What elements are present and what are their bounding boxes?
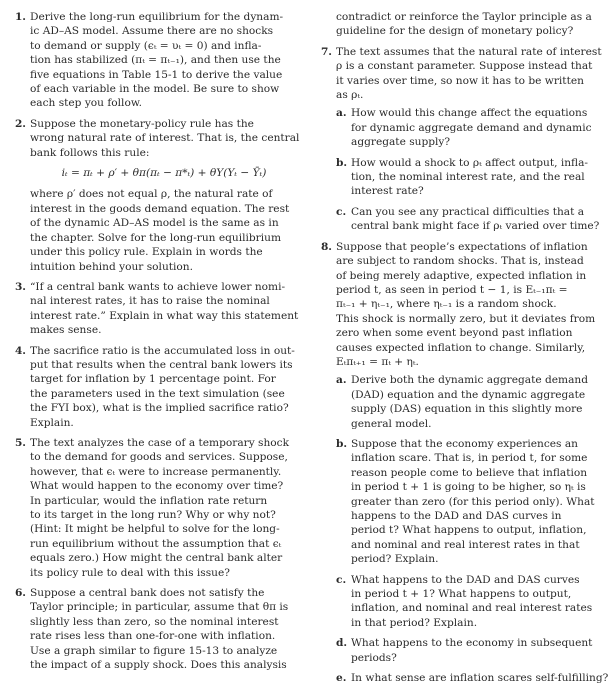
question-8 <box>312 240 609 686</box>
text-line: Suppose a central bank does not satisfy the <box>30 587 265 600</box>
text-line: Eₜπₜ₊₁ = πₜ + ηₜ. <box>336 355 419 368</box>
text-line: in period t + 1? What happens to output, <box>351 588 572 601</box>
text-line: intuition behind your solution. <box>30 260 193 273</box>
text-line: causes expected inflation to change. Similarly, <box>336 341 586 354</box>
text-line: contradict or reinforce the Taylor principle as a <box>336 11 592 23</box>
question-7a <box>336 106 603 149</box>
text-line: How would this change affect the equations <box>351 107 588 120</box>
text-line: In what sense are inflation scares self-fulfilling? <box>351 672 609 685</box>
text-line: under this policy rule. Explain in words the <box>30 246 263 259</box>
text-line: Suppose that the economy experiences an <box>351 437 578 450</box>
text-line: “If a central bank wants to achieve lower nomi- <box>30 280 286 293</box>
text-line: tion, the nominal interest rate, and the real <box>351 171 585 184</box>
question-2 <box>6 117 298 274</box>
text-line: bank follows this rule: <box>30 146 150 159</box>
question-7 <box>312 45 603 234</box>
text-line: happens to the DAD and DAS curves in <box>351 510 562 522</box>
question-number: 2. <box>14 117 26 130</box>
text-line: periods? <box>351 651 397 664</box>
text-line: Derive both the dynamic aggregate demand <box>351 374 589 387</box>
text-line: nal interest rates, it has to raise the nominal <box>30 295 270 308</box>
text-line: What happens to the DAD and DAS curves <box>351 573 580 586</box>
question-8a <box>336 373 603 431</box>
text-line: Use a graph similar to figure 15-13 to analyze <box>30 644 278 657</box>
text-line: wrong natural rate of interest. That is, the central <box>30 132 300 145</box>
subquestion-label: b. <box>336 156 348 169</box>
subquestion-label: b. <box>336 437 348 450</box>
policy-rule-equation: iₜ = πₜ + ρ′ + θπ(πₜ − π*ₜ) + θY(Yₜ − Ȳₜ) <box>61 167 267 180</box>
text-line: in that period? Explain. <box>351 616 478 629</box>
question-3 <box>6 280 298 338</box>
question-7c <box>336 205 603 234</box>
text-line: target for inflation by 1 percentage point. For <box>30 373 276 386</box>
question-8b <box>336 437 603 567</box>
text-line: The sacrifice ratio is the accumulated loss in out- <box>30 344 295 357</box>
text-line: πₜ₋₁ + ηₜ₋₁, where ηₜ₋₁ is a random shock. <box>336 298 557 311</box>
text-line: makes sense. <box>30 324 102 337</box>
text-line: What happens to the economy in subsequent <box>351 637 593 650</box>
text-line: period t, as seen in period t − 1, is Eₜ₋₁πₜ = <box>336 283 568 296</box>
text-line: each step you follow. <box>30 97 143 110</box>
question-1 <box>6 10 298 111</box>
question-6 <box>6 586 298 672</box>
text-line: This shock is normally zero, but it deviates from <box>336 312 596 325</box>
text-line: of the dynamic AD–AS model is the same as in <box>30 217 279 230</box>
question-number: 3. <box>14 280 26 293</box>
text-line: run equilibrium without the assumption that ϵₜ <box>30 537 282 550</box>
text-line: and nominal and real interest rates in that <box>351 538 580 551</box>
question-number: 5. <box>14 436 26 449</box>
left-column <box>6 10 298 678</box>
question-number: 6. <box>14 587 26 600</box>
text-line: zero when some event beyond past inflation <box>336 327 573 340</box>
text-line: reason people come to believe that inflation <box>351 466 588 479</box>
text-line: period? Explain. <box>351 553 439 566</box>
text-line: aggregate supply? <box>351 136 451 149</box>
text-line: (Hint: It might be helpful to solve for the long- <box>30 523 280 536</box>
text-line: however, that ϵₜ were to increase permanently. <box>30 465 282 478</box>
text-line: equals zero.) How might the central bank alter <box>30 552 283 565</box>
text-line: Taylor principle; in particular, assume that θπ is <box>30 601 289 614</box>
text-line: period t? What happens to output, inflation, <box>351 524 587 537</box>
text-line: for dynamic aggregate demand and dynamic <box>351 121 592 134</box>
text-line: inflation scare. That is, in period t, for some <box>351 452 588 465</box>
text-line: The text analyzes the case of a temporary shock <box>30 436 290 449</box>
text-line: supply (DAS) equation in this slightly more <box>351 403 583 416</box>
text-line: the impact of a supply shock. Does this analysis <box>30 659 287 672</box>
question-8d <box>336 636 603 665</box>
text-line: are subject to random shocks. That is, instead <box>336 255 584 268</box>
text-line: guideline for the design of monetary policy? <box>336 25 574 38</box>
text-line: In particular, would the inflation rate return <box>30 494 268 507</box>
text-line: of being merely adaptive, expected inflation in <box>336 269 587 282</box>
text-line: to demand or supply (ϵₜ = υₜ = 0) and infla- <box>30 39 262 52</box>
text-line: interest rate? <box>351 185 424 198</box>
text-line: Can you see any practical difficulties that a <box>351 205 585 218</box>
text-line: as ρₜ. <box>336 89 364 102</box>
question-8e <box>336 671 609 685</box>
text-line: to its target in the long run? Why or why not? <box>30 509 276 521</box>
subquestion-label: c. <box>336 573 347 586</box>
text-line: ρ is a constant parameter. Suppose instead that <box>336 60 593 73</box>
question-number: 7. <box>320 45 332 58</box>
question-7b <box>336 156 603 199</box>
question-4 <box>6 344 298 430</box>
question-number: 8. <box>320 240 332 253</box>
right-column <box>312 10 609 691</box>
text-line: central bank might face if ρₜ varied over time? <box>351 220 600 233</box>
text-line: (DAD) equation and the dynamic aggregate <box>351 388 586 401</box>
text-line: Suppose that people’s expectations of inflation <box>336 240 588 253</box>
text-line: rate rises less than one-for-one with inflation. <box>30 630 276 643</box>
text-line: inflation, and nominal and real interest rates <box>351 602 593 615</box>
text-line: slightly less than zero, so the nominal interest <box>30 615 279 628</box>
text-line: What would happen to the economy over time? <box>30 480 284 493</box>
question-number: 1. <box>14 11 26 23</box>
text-line: Suppose the monetary-policy rule has the <box>30 117 254 130</box>
text-line: its policy rule to deal with this issue? <box>30 566 230 579</box>
subquestion-label: e. <box>336 672 347 685</box>
text-line: of each variable in the model. Be sure to show <box>30 83 280 96</box>
text-line: interest rate.” Explain in what way this statement <box>30 309 299 322</box>
text-line: interest in the goods demand equation. The rest <box>30 202 290 215</box>
text-line: general model. <box>351 417 432 430</box>
text-line: the FYI box), what is the implied sacrifice ratio? <box>30 402 289 415</box>
text-line: the chapter. Solve for the long-run equilibrium <box>30 231 281 244</box>
text-line: Derive the long-run equilibrium for the dynam- <box>30 11 284 23</box>
text-line: The text assumes that the natural rate of interest <box>336 45 602 58</box>
text-line: How would a shock to ρₜ affect output, infla- <box>351 156 589 169</box>
text-line: put that results when the central bank lowers its <box>30 358 293 371</box>
text-line: it varies over time, so now it has to be written <box>336 74 584 87</box>
text-line: Explain. <box>30 416 74 429</box>
text-line: five equations in Table 15-1 to derive the value <box>30 68 283 81</box>
text-line: tion has stabilized (πₜ = πₜ₋₁), and then use the <box>30 54 281 67</box>
question-5 <box>6 436 298 580</box>
question-number: 4. <box>14 344 26 357</box>
text-line: where ρ′ does not equal ρ, the natural rate of <box>30 188 273 201</box>
subquestion-label: c. <box>336 205 347 218</box>
subquestion-label: a. <box>336 374 347 387</box>
text-line: the parameters used in the text simulation (see <box>30 387 285 400</box>
text-line: ic AD–AS model. Assume there are no shocks <box>30 25 274 38</box>
text-line: in period t + 1 is going to be higher, so ηₜ is <box>351 481 586 494</box>
question-6-continued <box>312 10 603 39</box>
question-8c <box>336 573 603 631</box>
subquestion-label: a. <box>336 107 347 120</box>
text-line: to the demand for goods and services. Suppose, <box>30 451 288 464</box>
subquestion-label: d. <box>336 637 348 650</box>
text-line: greater than zero (for this period only). What <box>351 495 595 508</box>
